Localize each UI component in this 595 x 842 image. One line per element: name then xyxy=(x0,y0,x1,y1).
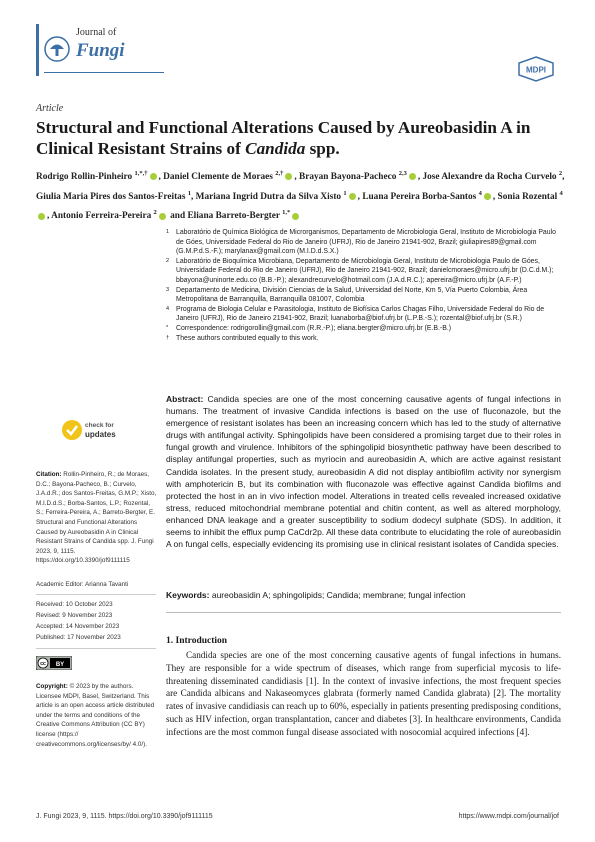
orcid-icon[interactable] xyxy=(292,213,299,220)
svg-text:cc: cc xyxy=(40,661,46,667)
date-revised: Revised: 9 November 2023 xyxy=(36,612,113,619)
check-for-updates-badge[interactable] xyxy=(62,420,122,444)
orcid-icon[interactable] xyxy=(159,213,166,220)
affiliation-num: * xyxy=(166,324,169,331)
mushroom-icon xyxy=(44,36,70,62)
affiliation-2 xyxy=(166,257,561,286)
sidebar-divider xyxy=(36,594,156,595)
sidebar-divider xyxy=(36,648,156,649)
author[interactable]: Jose Alexandre da Rocha Curvelo $^2$ xyxy=(422,170,563,183)
mdpi-text: MDPI xyxy=(526,65,546,75)
author[interactable]: Giulia Maria Pires dos Santos-Freitas $^1$ xyxy=(36,189,192,202)
author[interactable]: Rodrigo Rollin-Pinheiro $^{1,*,\dagger}$ xyxy=(36,170,148,183)
citation-block xyxy=(36,470,158,566)
check-small-text: check for xyxy=(85,422,114,429)
author-list: Rodrigo Rollin-Pinheiro $^{1,*,\dagger}$ , Daniel Clemente de Moraes $^{2,\dagger}$ , Brayan Bayona-Pacheco $^{2,3}$ , Jose Alexandre da Rocha Curvelo $^2$, Giulia Maria Pires dos Santos-Freitas $^1$, Mariana Ingrid Dutra da Silva Xisto $^1$ , Luana Pereira Borba-Santos $^4$ , Sonia Rozental $^4$, Antonio Ferreira-Pereira $^2$ and Eliana Barreto-Bergter $^{1,*}$ xyxy=(36,170,565,222)
date-received: Received: 10 October 2023 xyxy=(36,601,113,608)
affiliation-text: Laboratório de Química Biológica de Microrganismos, Departamento de Microbiologia Geral, Instituto de Microbiologia Paulo de Góes, Universidade Federal do Rio de Janeiro (UFRJ), Rio de Janeiro 21941-902, Brazil; giuliapires89@gmail.com (G.M.P.d.S.-F.); marylanax@gmail.com (M.I.D.d.S.X.) xyxy=(176,229,556,256)
svg-text:BY: BY xyxy=(55,662,65,668)
affiliation-num: 4 xyxy=(166,305,170,312)
affiliation-num: † xyxy=(166,334,170,341)
orcid-icon[interactable] xyxy=(349,193,356,200)
keywords-label: Keywords: xyxy=(166,590,210,600)
author[interactable]: Mariana Ingrid Dutra da Silva Xisto $^1$ xyxy=(195,189,347,202)
keywords xyxy=(166,589,561,601)
cc-license-badge[interactable] xyxy=(36,656,72,670)
check-icon xyxy=(62,420,82,440)
affiliation-num: 1 xyxy=(166,229,170,235)
mdpi-logo-icon xyxy=(517,56,555,82)
orcid-icon[interactable] xyxy=(484,193,491,200)
citation-label: Citation: xyxy=(36,471,62,478)
article-type: Article xyxy=(36,103,64,114)
affiliation-num: 3 xyxy=(166,286,170,293)
equal-contribution xyxy=(166,334,561,344)
author[interactable]: Eliana Barreto-Bergter $^{1,*}$ xyxy=(187,209,291,222)
abstract-text: Candida species are one of the most concerning causative agents of fungal infections in humans. The treatment of invasive Candida infections is based on the use of fluconazole, but the emergence of resistant isolates has been an increasing concern which has led to the study of alternative drugs with antifungal activity. Sphingolipids have been considered a promising target due to their roles in fungal growth and virulence. Inhibitors of the sphingolipid biosynthetic pathway have been described to display antifungal properties, such as myriocin and aureobasidin A, which are active against resistant Candida isolates. In the present study, aureobasidin A did not display antibiofilm activity nor synergism with amphotericin B, but its combination with fluconazole was effective against Candida biofilms and protected the host in an in vivo infection model. Alterations in treated cells revealed increased oxidative stress, reduced mitochondrial membrane potential and chitin content, as well as altered morphology, enhanced DNA leakage and a greater susceptibility to sodium dodecyl sulphate (SDS). In addition, it seems to inhibit the efflux pump CaCdr2p. All these data contribute to elucidating the role of aureobasidin A on fungal cells, especially evidencing its promising use in clinical resistant isolates of Candida species. xyxy=(166,394,561,550)
affiliation-text: Departamento de Medicina, División Ciencias de la Salud, Universidad del Norte, Km 5, Vía Puerto Colombia, Área Metropolitana de Barranquilla, Barranquilla 081007, Colombia xyxy=(176,286,528,304)
mdpi-logo xyxy=(517,56,555,82)
journal-logo xyxy=(36,22,176,82)
author[interactable]: Sonia Rozental $^4$ xyxy=(497,189,563,202)
date-published: Published: 17 November 2023 xyxy=(36,634,121,641)
academic-editor: Academic Editor: Arianna Tavanti xyxy=(36,581,129,588)
paper-title xyxy=(36,117,566,159)
keywords-text: aureobasidin A; sphingolipids; Candida; membrane; fungal infection xyxy=(211,590,466,600)
journal-of: Journal of xyxy=(76,27,117,38)
affiliation-text: These authors contributed equally to this work. xyxy=(176,334,319,342)
copyright-label: Copyright: xyxy=(36,683,68,690)
intro-paragraph: Candida species are one of the most concerning causative agents of fungal infections in humans. They are responsible for a wide spectrum of diseases, which range from superficial mycosis to life-threatening disseminated candidiasis [1]. In the context of invasive infections, the most frequent species are Candida albicans and Nakaseomyces glabrata (formerly named Candida glabrata) [2]. The mortality rates of invasive candidiasis can reach up to 60%, especially in patients presenting predisposing conditions, such as HIV infection, organ transplantation, cancer and diabetes [3]. In healthcare environments, Candida infections are the most common fungal disease associated with nosocomial acquired infections [4]. xyxy=(166,650,561,737)
author[interactable]: Antonio Ferreira-Pereira $^2$ xyxy=(51,209,157,222)
copyright-block xyxy=(36,682,158,749)
orcid-icon[interactable] xyxy=(150,173,157,180)
logo-underline xyxy=(44,72,164,73)
affiliation-text: Laboratório de Bioquímica Microbiana, Departamento de Microbiologia Geral, Instituto de Microbiologia Paulo de Góes, Universidade Federal do Rio de Janeiro (UFRJ), Rio de Janeiro 21941-902, Brazil; danielcmoraes@micro.ufrj.br (D.C.d.M.); bbayona@uninorte.edu.co (B.B.-P.); alexandrecurvelo@hotmail.com (J.A.d.R.C.); apereira@micro.ufrj.br (A.F.-P.) xyxy=(176,257,554,284)
footer-citation[interactable]: J. Fungi 2023, 9, 1115. https://doi.org/10.3390/jof9111115 xyxy=(36,813,213,820)
footer-journal-url[interactable]: https://www.mdpi.com/journal/jof xyxy=(458,813,559,820)
author[interactable]: Daniel Clemente de Moraes $^{2,\dagger}$ xyxy=(163,170,284,183)
abstract xyxy=(166,393,561,550)
journal-name: Fungi xyxy=(76,40,125,61)
affiliation-1 xyxy=(166,228,561,257)
abstract-label: Abstract: xyxy=(166,394,204,404)
section-divider xyxy=(166,612,561,613)
title-text: Structural and Functional Alterations Caused by Aureobasidin A in Clinical Resistant Strains of Candida spp. xyxy=(36,118,531,158)
affiliations xyxy=(166,228,561,343)
correspondence xyxy=(166,324,561,334)
orcid-icon[interactable] xyxy=(285,173,292,180)
logo-bar xyxy=(36,24,39,76)
cc-by-icon xyxy=(36,656,72,670)
affiliation-3 xyxy=(166,286,561,305)
orcid-icon[interactable] xyxy=(409,173,416,180)
copyright-text: © 2023 by the authors. Licensee MDPI, Basel, Switzerland. This article is an open access article distributed under the terms and conditions of the Creative Commons Attribution (CC BY) license (https:// creativecommons.org/licenses/by/ 4.0/). xyxy=(36,683,155,748)
affiliation-num: 2 xyxy=(166,257,170,264)
affiliation-text: Programa de Biologia Celular e Parasitologia, Instituto de Biofísica Carlos Chagas Filho, Universidade Federal do Rio de Janeiro (UFRJ), Rio de Janeiro 21941-902, Brazil; luanaborba@biof.ufrj.br (L.P.B.-S.); rozental@biof.ufrj.br (S.R.) xyxy=(176,305,545,323)
check-big-text: updates xyxy=(85,430,116,439)
author[interactable]: Luana Pereira Borba-Santos $^4$ xyxy=(362,189,482,202)
author[interactable]: Brayan Bayona-Pacheco $^{2,3}$ xyxy=(299,170,407,183)
orcid-icon[interactable] xyxy=(38,213,45,220)
citation-text: Rollin-Pinheiro, R.; de Moraes, D.C.; Bayona-Pacheco, B.; Curvelo, J.A.d.R.; dos Santos-Freitas, G.M.P.; Xisto, M.I.D.d.S.; Borba-Santos, L.P.; Rozental, S.; Ferreira-Pereira, A.; Barreto-Bergter, E. Structural and Functional Alterations Caused by Aureobasidin A in Clinical Resistant Strains of Candida spp. J. Fungi 2023, 9, 1115. https://doi.org/10.3390/jof9111115 xyxy=(36,471,157,565)
date-accepted: Accepted: 14 November 2023 xyxy=(36,623,120,630)
affiliation-4 xyxy=(166,305,561,324)
affiliation-text: Correspondence: rodrigorollin@gmail.com (R.R.-P.); eliana.bergter@micro.ufrj.br (E.B.-B.) xyxy=(176,324,452,332)
section-heading: 1. Introduction xyxy=(166,636,228,646)
